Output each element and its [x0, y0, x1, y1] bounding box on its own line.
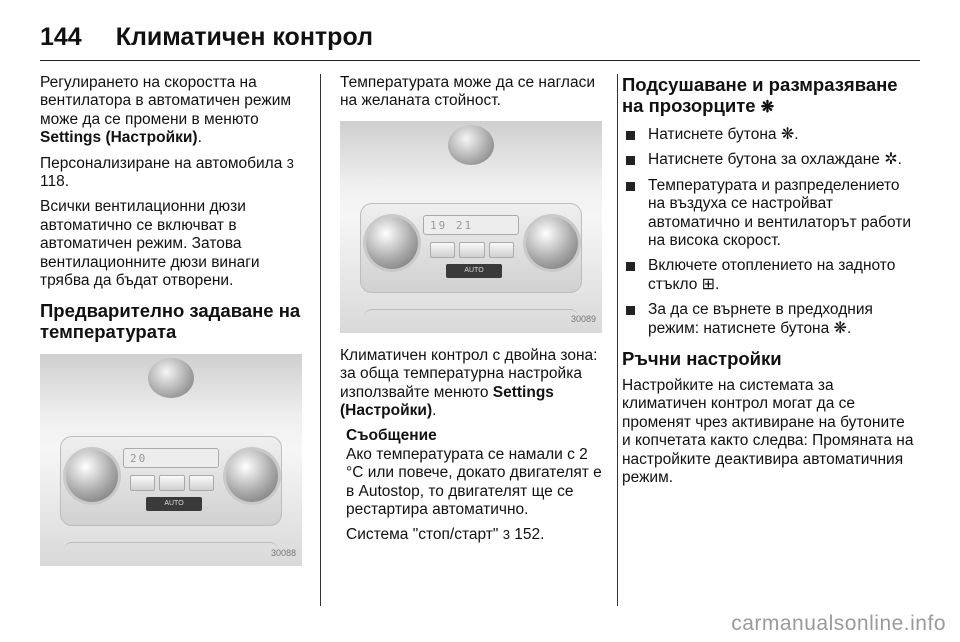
section-heading-defog: Подсушаване и размразяване на прозорците ❋ — [622, 74, 898, 116]
auto-button: AUTO — [446, 264, 502, 278]
column-2 — [340, 74, 606, 552]
climate-panel-photo — [40, 354, 302, 566]
panel-bottom — [64, 542, 278, 559]
rear-window-heating-icon: ⊞ — [701, 275, 716, 293]
page-title: Климатичен контрол — [115, 22, 373, 51]
settings-menu-ref: Settings (Настройки) — [340, 383, 554, 420]
section-heading-manual-settings: Ръчни настройки — [622, 348, 782, 370]
list-item: Включете отоплението на задното стъкло ⊞. — [622, 257, 914, 294]
column-divider — [617, 74, 618, 606]
note-box — [340, 427, 606, 544]
temperature-knob-right — [526, 217, 578, 269]
temperature-display: 20 — [123, 448, 219, 468]
list-item: За да се върнете в предходния режим: натиснете бутона ❋. — [622, 301, 914, 338]
note-title: Съобщение — [346, 427, 437, 445]
list-item: Натиснете бутона ❋. — [622, 126, 914, 144]
temperature-knob-left — [366, 217, 418, 269]
paragraph-stop-start: Система "стоп/старт" 3 152. — [346, 526, 545, 544]
column-1 — [40, 74, 310, 580]
page-ref-arrow-icon: 3 — [286, 155, 294, 171]
dual-zone-panel-photo — [340, 121, 602, 333]
column-divider — [320, 74, 321, 606]
note-text: Ако температурата се намали с 2 °C или повече, докато двигателят е в Autostop, то двигателят ще се рестартира автоматично. — [346, 445, 602, 519]
image-number: 30088 — [270, 548, 296, 559]
cooling-snowflake-icon: ✲ — [884, 151, 898, 169]
defog-steps — [622, 126, 914, 338]
settings-menu-ref: Settings (Настройки) — [40, 129, 198, 147]
auto-button: AUTO — [146, 497, 202, 511]
paragraph-temperature-adjust: Температурата може да се нагласи на желаната стойност. — [340, 74, 596, 110]
panel-buttons — [130, 475, 214, 491]
windshield-defrost-icon: ❋ — [780, 126, 795, 143]
page-ref-arrow-icon: 3 — [502, 527, 510, 543]
list-item: Натиснете бутона за охлаждане ✲. — [622, 151, 914, 169]
paragraph-fan-speed: Регулирането на скоростта на вентилатора в автоматичен режим може да се промени в менюто Settings (Настройки). — [40, 74, 292, 147]
temperature-display: 19 21 — [423, 215, 519, 235]
paragraph-dual-zone: Климатичен контрол с двойна зона: за обща температурна настройка използвайте менюто Settings (Настройки). — [340, 346, 598, 420]
paragraph-vents: Всички вентилационни дюзи автоматично се включват в автоматичен режим. Затова вентилационните дюзи винаги трябва да бъдат отворени. — [40, 198, 260, 290]
panel-buttons — [430, 242, 514, 258]
panel-bottom — [364, 309, 578, 326]
page-header — [40, 14, 920, 61]
paragraph-manual-settings: Настройките на системата за климатичен контрол могат да се променят чрез активиране на бутоните и копчетата както следва: Промяната на настройките деактивира автоматичния режим. — [622, 377, 914, 487]
column-3 — [622, 74, 914, 495]
list-item: Температурата и разпределението на въздуха се настройват автоматично и вентилаторът работи на висока скорост. — [622, 177, 914, 251]
page-number: 144 — [40, 22, 82, 51]
windshield-defrost-icon: ❋ — [760, 99, 775, 116]
paragraph-personalization: Персонализиране на автомобила 3 118. — [40, 154, 294, 191]
watermark: carmanualsonline.info — [731, 612, 946, 635]
section-heading-preset-temperature: Предварително задаване на температурата — [40, 300, 301, 343]
windshield-defrost-icon: ❋ — [833, 319, 847, 337]
image-number: 30089 — [570, 314, 596, 325]
top-knob — [448, 125, 494, 165]
